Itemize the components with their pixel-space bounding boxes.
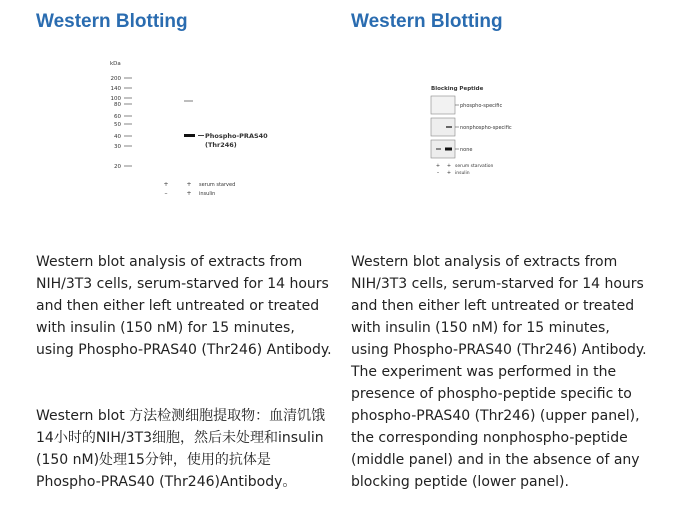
insulin-label: insulin [199, 191, 216, 197]
band-label-line2: (Thr246) [205, 141, 237, 149]
serum-starved-label: serum starved [199, 182, 236, 188]
lane-2-insulin-marker: + [186, 190, 192, 197]
lane-2-serum-marker: + [446, 163, 452, 169]
left-caption-chinese: Western blot 方法检测细胞提取物：血清饥饿14小时的NIH/3T3细胞，然后未处理和insulin (150 nM)处理15分钟，使用的抗体是Phospho-PRAS40 (Thr246)Antibody。 [36, 408, 326, 490]
band-label-line1: Phospho-PRAS40 [205, 132, 268, 140]
lane-2-insulin-marker: + [446, 170, 452, 176]
faint-band [184, 100, 193, 102]
marker-label: 60 [114, 114, 121, 120]
kda-unit-label: kDa [110, 61, 121, 67]
left-section-title: Western Blotting [36, 11, 188, 32]
lane-2-serum-marker: + [186, 181, 192, 188]
left-caption-english: Western blot analysis of extracts from NIH/3T3 cells, serum-starved for 14 hours and then either left untreated or treated with insulin (150 nM) for 15 minutes, using Phospho-PRAS40 (Thr246) Antibody. [36, 254, 332, 358]
nonphospho-band [446, 126, 452, 128]
none-panel-band-2 [445, 148, 452, 151]
blocking-peptide-header: Blocking Peptide [431, 86, 484, 92]
serum-starvation-label: serum starvation [455, 164, 494, 169]
right-caption: Western blot analysis of extracts from NIH/3T3 cells, serum-starved for 14 hours and then either left untreated or treated with insulin (150 nM) for 15 minutes, using Phospho-PRAS40 (Thr246) Antibody. The experiment was performed in the presence of phospho-peptide specific to phospho-PRAS40 (Thr246) (upper panel), the corresponding nonphospho-peptide (middle panel) and in the absence of any blocking peptide (lower panel). [351, 254, 647, 490]
marker-label: 40 [114, 134, 121, 140]
right-western-blot-figure [425, 80, 565, 180]
marker-label: 50 [114, 122, 121, 128]
marker-label: 80 [114, 102, 121, 108]
panel-phospho-specific [431, 96, 455, 114]
marker-label: 200 [110, 76, 121, 82]
marker-labels [111, 76, 122, 170]
marker-label: 20 [114, 164, 121, 170]
lane-1-insulin-marker: – [436, 170, 440, 176]
marker-label: 140 [110, 86, 121, 92]
panel-label-nonphospho-specific: nonphospho-specific [460, 125, 512, 131]
panel-label-phospho-specific: phospho-specific [460, 103, 503, 109]
marker-label: 100 [110, 96, 121, 102]
phospho-pras40-band [184, 134, 195, 137]
panel-label-none: none [460, 147, 473, 153]
marker-lane [124, 78, 132, 166]
lane-1-serum-marker: + [163, 181, 169, 188]
marker-label: 30 [114, 144, 121, 150]
lane-1-insulin-marker: – [164, 190, 168, 197]
insulin-label: insulin [455, 171, 470, 176]
none-panel-band-1 [436, 148, 441, 150]
left-western-blot-figure [102, 56, 282, 201]
right-section-title: Western Blotting [351, 11, 503, 32]
lane-1-serum-marker: + [435, 163, 441, 169]
